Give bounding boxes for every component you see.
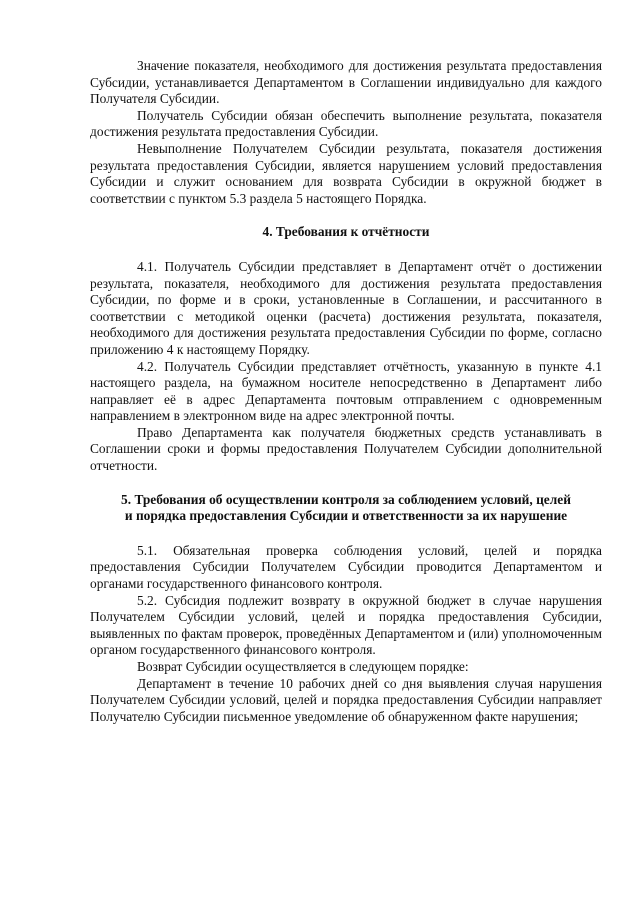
spacer — [90, 241, 602, 259]
paragraph-department-notice: Департамент в течение 10 рабочих дней со дня выявления случая нарушения Получателем Субсидии условий, целей и порядка предоставления Субсидии направляет Получателю Субсидии письменное уведомление об обнаруженном факте нарушения; — [90, 675, 602, 724]
document-page — [90, 58, 602, 725]
paragraph-4-2: 4.2. Получатель Субсидии представляет отчётность, указанную в пункте 4.1 настоящего раздела, на бумажном носителе непосредственно в Департамент либо направляет её в адрес Департамента почтовым отправлением с одновременным направлением в электронном виде на адрес электронной почты. — [90, 358, 602, 424]
paragraph-department-right: Право Департамента как получателя бюджетных средств устанавливать в Соглашении сроки и формы предоставления Получателем Субсидии дополнительной отчетности. — [90, 424, 602, 474]
paragraph-return-procedure: Возврат Субсидии осуществляется в следующем порядке: — [137, 659, 469, 674]
section-heading-4: 4. Требования к отчётности — [262, 224, 430, 240]
section-heading-5-line-1: 5. Требования об осуществлении контроля за соблюдением условий, целей — [121, 491, 571, 507]
paragraph-recipient-obligation: Получатель Субсидии обязан обеспечить выполнение результата, показателя достижения результата предоставления Субсидии. — [90, 107, 602, 140]
spacer — [90, 207, 602, 224]
paragraph-5-2: 5.2. Субсидия подлежит возврату в окружной бюджет в случае нарушения Получателем Субсидии условий, целей и порядка предоставления Субсидии, выявленных по фактам проверок, проведённых Департаментом и (или) уполномоченным органом государственного финансового контроля. — [90, 592, 602, 658]
spacer — [90, 525, 602, 543]
paragraph-4-1: 4.1. Получатель Субсидии представляет в Департамент отчёт о достижении результата, показателя, необходимого для достижения результата предоставления Субсидии, по форме и в сроки, установленные в Соглашении, и рассчитанного в соответствии с методикой оценки (расчета) достижения результата, показателя, необходимого для достижения результата предоставления Субсидии по форме, согласно приложению 4 к настоящему Порядку. — [90, 258, 602, 357]
section-heading-5-line-2: и порядка предоставления Субсидии и ответственности за их нарушение — [124, 508, 568, 524]
spacer — [90, 475, 602, 492]
paragraph-5-1: 5.1. Обязательная проверка соблюдения условий, целей и порядка предоставления Субсидии Получателем Субсидии проводится Департаментом и органами государственного финансового контроля. — [90, 542, 602, 592]
paragraph-indicator-value: Значение показателя, необходимого для достижения результата предоставления Субсидии, устанавливается Департаментом в Соглашении индивидуально для каждого Получателя Субсидии. — [90, 58, 602, 107]
paragraph-non-fulfillment: Невыполнение Получателем Субсидии результата, показателя достижения результата предоставления Субсидии, является нарушением условий предоставления Субсидии и служит основанием для возврата Субсидии в окружной бюджет в соответствии с пунктом 5.3 раздела 5 настоящего Порядка. — [90, 140, 602, 206]
